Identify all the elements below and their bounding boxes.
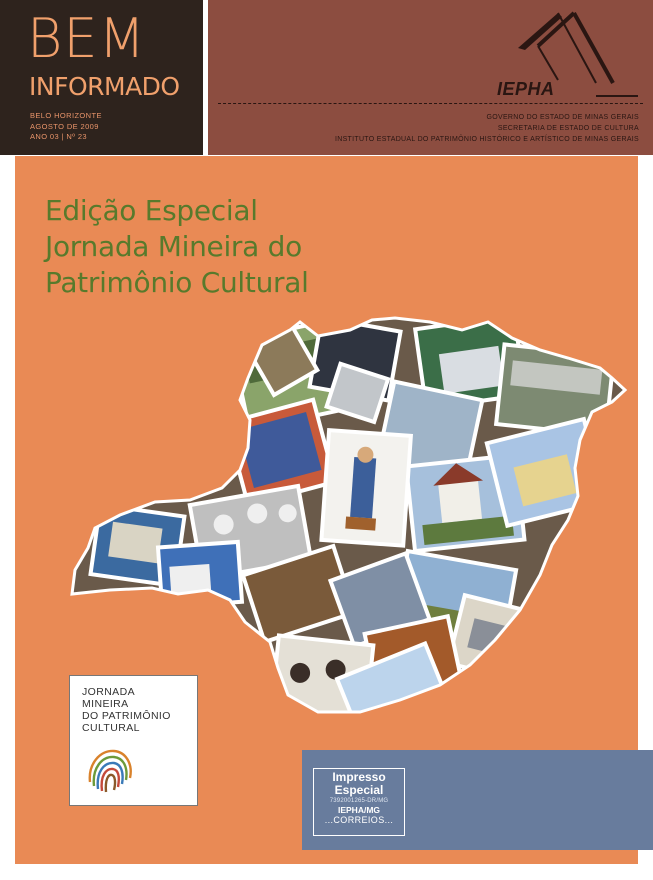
issue-city: BELO HORIZONTE (30, 111, 102, 120)
stamp-line-5: ...CORREIOS... (324, 815, 394, 825)
issue-number: ANO 03 | Nº 23 (30, 132, 87, 141)
issue-date: AGOSTO DE 2009 (30, 121, 99, 131)
stamp-line-4: IEPHA/MG (337, 805, 381, 815)
iepha-logo-text: IEPHA (497, 79, 555, 99)
stamp-line-2: Especial (334, 783, 384, 797)
masthead-title: BEM (27, 7, 147, 70)
jornada-line-1: JORNADA (82, 686, 135, 698)
institution-line-secretariat: SECRETARIA DE ESTADO DE CULTURA (497, 125, 639, 132)
fingerprint-icon (84, 742, 136, 796)
headline-line-1: Edição Especial (45, 194, 258, 227)
jornada-logo-text (82, 686, 171, 734)
jornada-logo-box (69, 675, 198, 806)
headline-line-3: Patrimônio Cultural (45, 266, 309, 299)
stamp-line-1: Impresso (332, 770, 386, 784)
jornada-line-4: CULTURAL (82, 722, 140, 734)
postal-stamp (313, 768, 405, 836)
masthead-subtitle: INFORMADO (29, 72, 180, 101)
jornada-line-3: DO PATRIMÔNIO (82, 710, 171, 722)
collage-photos (60, 310, 640, 735)
stamp-line-3: 7392001265-DR/MG (329, 798, 389, 804)
institution-line-government: GOVERNO DO ESTADO DE MINAS GERAIS (486, 114, 639, 121)
jornada-line-2: MINEIRA (82, 698, 129, 710)
institution-line-institute: INSTITUTO ESTADUAL DO PATRIMÔNIO HISTÓRICO E ARTÍSTICO DE MINAS GERAIS (334, 136, 639, 143)
headline-line-2: Jornada Mineira do (45, 230, 302, 263)
